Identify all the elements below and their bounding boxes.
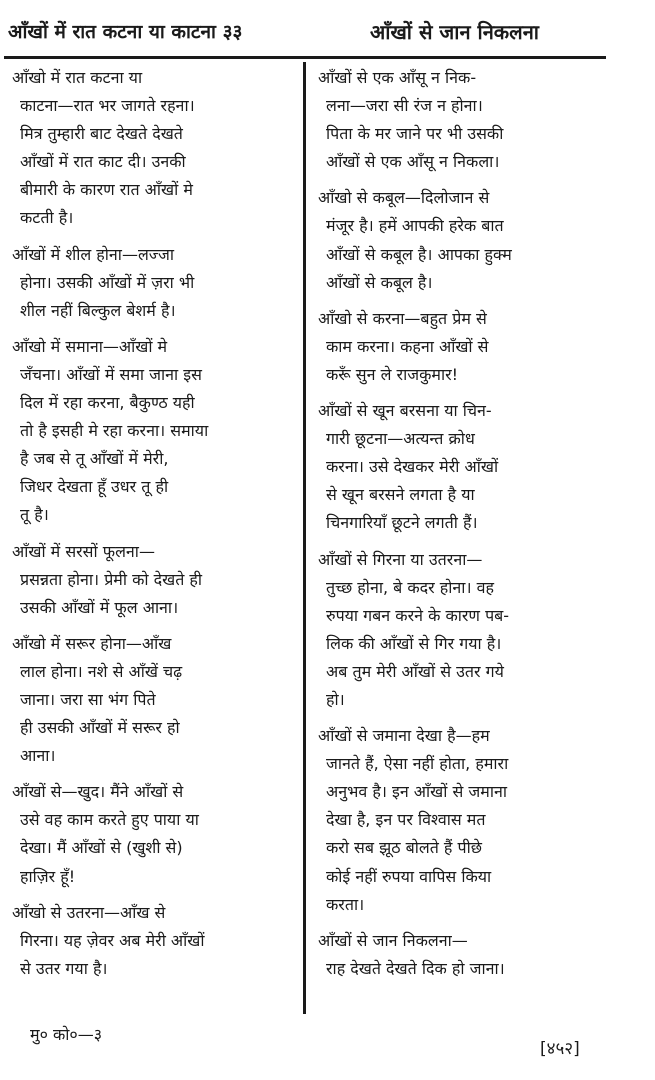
dictionary-entry — [12, 899, 294, 983]
dictionary-entry — [12, 630, 294, 770]
entry-text-line: जाना। जरा सा भंग पिते — [20, 689, 156, 709]
entry-text-line: पिता के मर जाने पर भी उसकी — [326, 124, 504, 144]
dictionary-entry — [12, 241, 294, 325]
header-rule — [4, 56, 606, 59]
dictionary-entry — [318, 305, 600, 389]
dictionary-entry — [12, 333, 294, 530]
entry-text-line: लिक की आँखों से गिर गया है। — [326, 633, 502, 653]
entry-text-line: आँखों से कबूल है। — [326, 272, 433, 292]
dictionary-entry — [12, 778, 294, 890]
entry-headword-line: आँखों से गिरना या उतरना— — [318, 549, 483, 569]
dictionary-entry — [12, 64, 294, 233]
entry-text-line: शील नहीं बिल्कुल बेशर्म है। — [20, 300, 176, 320]
entry-headword-line: आँखों में शील होना—लज्जा — [12, 244, 174, 264]
entry-text-line: रुपया गबन करने के कारण पब- — [326, 605, 510, 625]
dictionary-entry — [318, 927, 600, 983]
entry-text-line: करना। उसे देखकर मेरी आँखों — [326, 457, 499, 477]
entry-text-line: अनुभव है। इन आँखों से जमाना — [326, 782, 507, 802]
signature-mark: मु० को०—३ — [30, 1025, 103, 1044]
entry-text-line: देखा। मैं आँखों से (खुशी से) — [20, 838, 183, 858]
header-left-text: आँखों में रात कटना या काटना ३३ — [8, 21, 243, 43]
entry-text-line: मित्र तुम्हारी बाट देखते देखते — [20, 124, 183, 144]
entry-text-line: जिधर देखता हूँ उधर तू ही — [20, 477, 169, 497]
column-divider — [303, 62, 306, 1014]
dictionary-entry — [318, 722, 600, 919]
entry-text-line: उसकी आँखों में फूल आना। — [20, 597, 179, 617]
entry-text-line: मंजूर है। हमें आपकी हरेक बात — [326, 216, 504, 236]
entry-headword-line: आँखो से कबूल—दिलोजान से — [318, 188, 490, 208]
entry-text-line: कोई नहीं रुपया वापिस किया — [326, 866, 492, 886]
entry-headword-line: आँखो में रात कटना या — [12, 68, 143, 87]
entry-headword-line: आँखो में समाना—आँखों मे — [12, 336, 168, 356]
entry-headword-line: आँखों से—खुद। मैंने आँखों से — [12, 782, 184, 802]
running-header — [6, 14, 606, 50]
entry-text-line: दिल में रहा करना, बैकुण्ठ यही — [20, 393, 195, 413]
page-number: [४५२] — [540, 1039, 580, 1059]
entry-text-line: करता। — [326, 894, 365, 914]
entry-text-line: हो। — [326, 689, 345, 709]
entry-headword-line: आँखो से उतरना—आँख से — [12, 902, 166, 922]
entry-text-line: हाज़िर हूँ! — [20, 866, 76, 886]
entry-text-line: तू है। — [20, 505, 49, 525]
entry-text-line: राह देखते देखते दिक हो जाना। — [326, 958, 505, 978]
entry-text-line: काम करना। कहना आँखों से — [326, 336, 489, 356]
entry-headword-line: आँखों से जान निकलना— — [318, 930, 468, 950]
entry-text-line: होना। उसकी आँखों में ज़रा भी — [20, 272, 195, 292]
entry-text-line: गिरना। यह ज़ेवर अब मेरी आँखों — [20, 930, 205, 950]
dictionary-entry — [318, 397, 600, 537]
entry-text-line: तो है इसही मे रहा करना। समाया — [20, 421, 209, 441]
right-column — [318, 64, 600, 991]
entry-text-line: करो सब झूठ बोलते हैं पीछे — [326, 838, 482, 858]
entry-text-line: प्रसन्नता होना। प्रेमी को देखते ही — [20, 569, 203, 589]
entry-text-line: बीमारी के कारण रात आँखों मे — [20, 180, 193, 200]
entry-text-line: आना। — [20, 746, 56, 766]
entry-text-line: काटना—रात भर जागते रहना। — [20, 96, 195, 116]
entry-text-line: जानते हैं, ऐसा नहीं होता, हमारा — [326, 754, 509, 774]
entry-text-line: से खून बरसने लगता है या — [326, 485, 475, 505]
dictionary-entry — [12, 538, 294, 622]
dictionary-entry — [318, 64, 600, 176]
entry-text-line: आँखों से एक आँसू न निकला। — [326, 152, 500, 172]
entry-text-line: है जब से तू आँखों में मेरी, — [20, 449, 169, 469]
entry-text-line: कटती है। — [20, 208, 74, 228]
entry-headword-line: आँखों से खून बरसना या चिन- — [318, 401, 492, 421]
entry-text-line: उसे वह काम करते हुए पाया या — [20, 810, 199, 830]
entry-text-line: आँखों में रात काट दी। उनकी — [20, 152, 186, 172]
header-right-text: आँखों से जान निकलना — [370, 20, 539, 44]
entry-text-line: अब तुम मेरी आँखों से उतर गये — [326, 661, 504, 681]
entry-text-line: देखा है, इन पर विश्वास मत — [326, 810, 486, 830]
entry-headword-line: आँखो से करना—बहुत प्रेम से — [318, 308, 487, 328]
entry-headword-line: आँखों से जमाना देखा है—हम — [318, 726, 490, 746]
entry-headword-line: आँखों से एक आँसू न निक- — [318, 68, 477, 87]
dictionary-entry — [318, 184, 600, 296]
entry-text-line: से उतर गया है। — [20, 958, 108, 978]
entry-text-line: ही उसकी आँखों में सरूर हो — [20, 718, 180, 738]
entry-text-line: तुच्छ होना, बे कदर होना। वह — [326, 577, 494, 597]
entry-text-line: लना—जरा सी रंज न होना। — [326, 96, 483, 116]
entry-text-line: गारी छूटना—अत्यन्त क्रोध — [326, 429, 475, 449]
entry-text-line: चिनगारियाँ छूटने लगती हैं। — [326, 513, 478, 533]
left-column — [12, 64, 294, 991]
entry-headword-line: आँखों में सरसों फूलना— — [12, 541, 155, 561]
entry-text-line: लाल होना। नशे से आँखें चढ़ — [20, 661, 183, 681]
entry-text-line: आँखों से कबूल है। आपका हुक्म — [326, 244, 512, 264]
entry-text-line: करूँ सुन ले राजकुमार! — [326, 364, 459, 384]
entry-text-line: जँचना। आँखों में समा जाना इस — [20, 364, 202, 384]
dictionary-entry — [318, 546, 600, 715]
entry-headword-line: आँखो में सरूर होना—आँख — [12, 633, 172, 653]
